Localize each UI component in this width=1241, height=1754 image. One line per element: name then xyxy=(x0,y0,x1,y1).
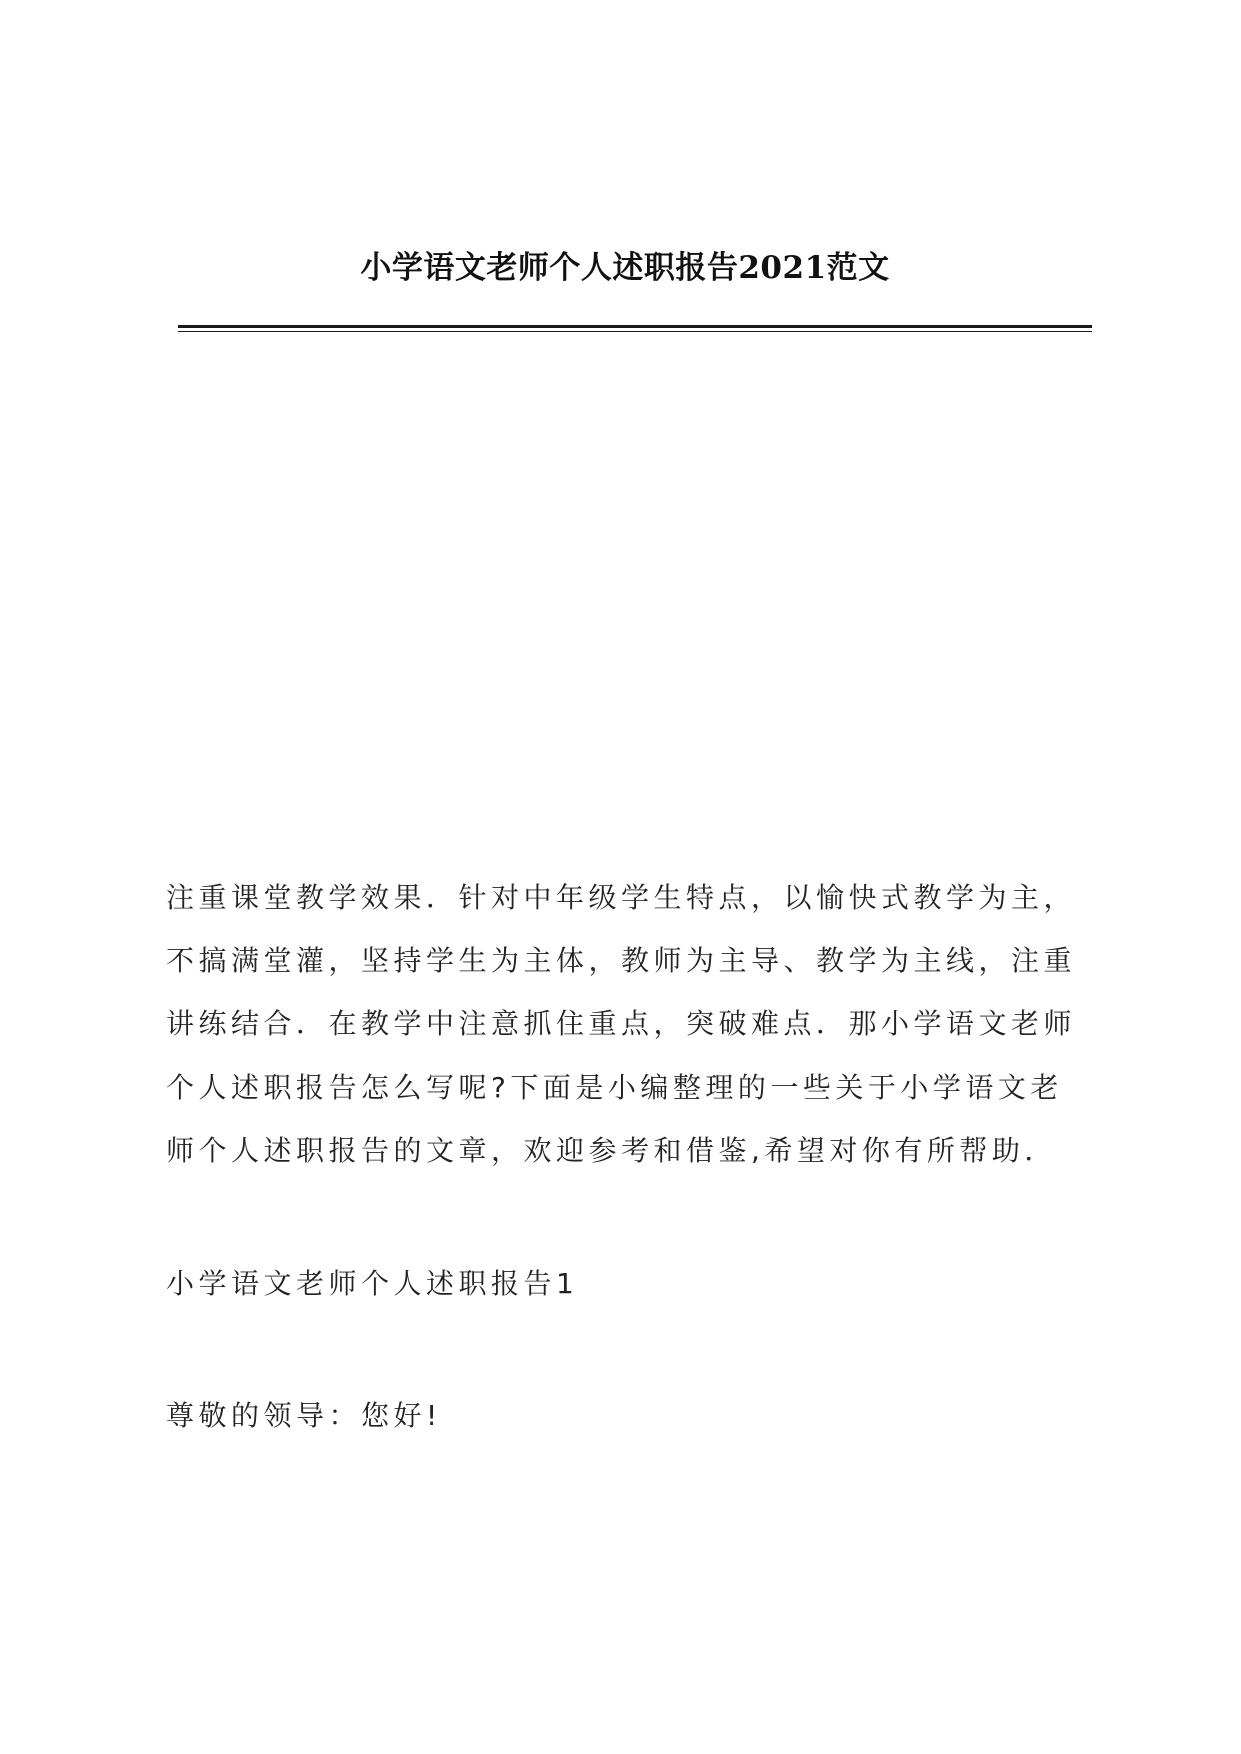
intro-paragraph xyxy=(166,878,1106,1198)
section-heading: 小学语文老师个人述职报告1 xyxy=(166,1267,579,1300)
intro-line: 讲练结合．在教学中注意抓住重点，突破难点．那小学语文老师 xyxy=(166,1007,1077,1040)
title-divider-thin xyxy=(178,331,1092,332)
intro-line: 注重课堂教学效果．针对中年级学生特点，以愉快式教学为主， xyxy=(166,881,1077,914)
greeting-line: 尊敬的领导：您好! xyxy=(166,1399,442,1432)
intro-line: 不搞满堂灌，坚持学生为主体，教师为主导、教学为主线，注重 xyxy=(166,944,1077,977)
document-title: 小学语文老师个人述职报告2021范文 xyxy=(360,250,890,286)
intro-line: 师个人述职报告的文章，欢迎参考和借鉴,希望对你有所帮助． xyxy=(166,1134,1057,1167)
title-divider-thick xyxy=(178,325,1092,328)
intro-line: 个人述职报告怎么写呢?下面是小编整理的一些关于小学语文老 xyxy=(166,1071,1063,1104)
